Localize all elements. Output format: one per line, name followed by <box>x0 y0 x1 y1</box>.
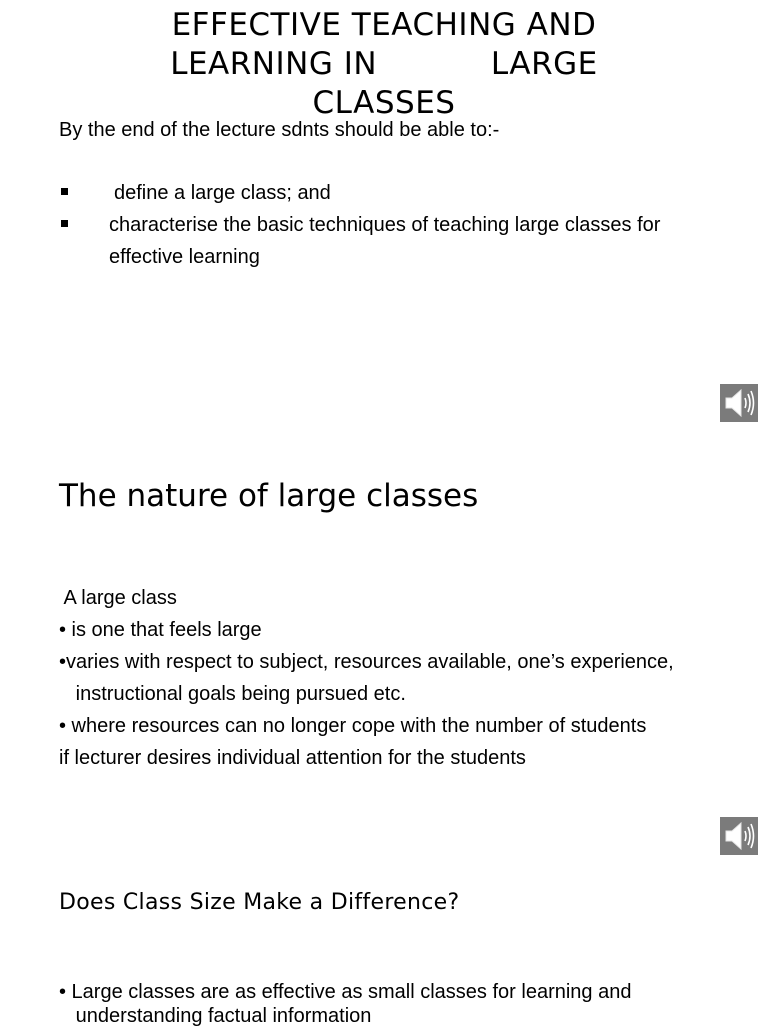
slide-title <box>100 6 668 123</box>
section-heading: Does Class Size Make a Difference? <box>59 890 460 915</box>
objective-item <box>59 177 699 209</box>
objective-text: define a large class; and <box>114 182 331 204</box>
square-bullet-icon <box>61 188 68 195</box>
content-line: • Large classes are as effective as small classes for learning and <box>59 981 632 1003</box>
content-line: • is one that feels large <box>59 619 262 641</box>
content-line: A large class <box>59 587 177 609</box>
difference-content <box>59 980 719 1028</box>
content-line: • where resources can no longer cope with the number of students <box>59 715 647 737</box>
objective-item <box>59 209 699 273</box>
objective-text: characterise the basic techniques of teaching large classes for effective learning <box>109 214 661 268</box>
speaker-icon[interactable] <box>720 384 758 422</box>
content-line: •varies with respect to subject, resources available, one’s experience, <box>59 651 674 673</box>
title-line: CLASSES <box>312 85 456 121</box>
speaker-icon[interactable] <box>720 817 758 855</box>
nature-content <box>59 582 719 774</box>
content-line: instructional goals being pursued etc. <box>59 683 406 705</box>
content-line: understanding factual information <box>59 1005 372 1027</box>
content-line: if lecturer desires individual attention for the students <box>59 747 526 769</box>
objectives-intro: By the end of the lecture sdnts should be able to:- <box>59 119 500 141</box>
title-line: LEARNING IN LARGE <box>170 46 598 82</box>
square-bullet-icon <box>61 220 68 227</box>
section-heading: The nature of large classes <box>59 478 479 514</box>
objectives-list <box>59 177 699 273</box>
title-line: EFFECTIVE TEACHING AND <box>171 7 597 43</box>
